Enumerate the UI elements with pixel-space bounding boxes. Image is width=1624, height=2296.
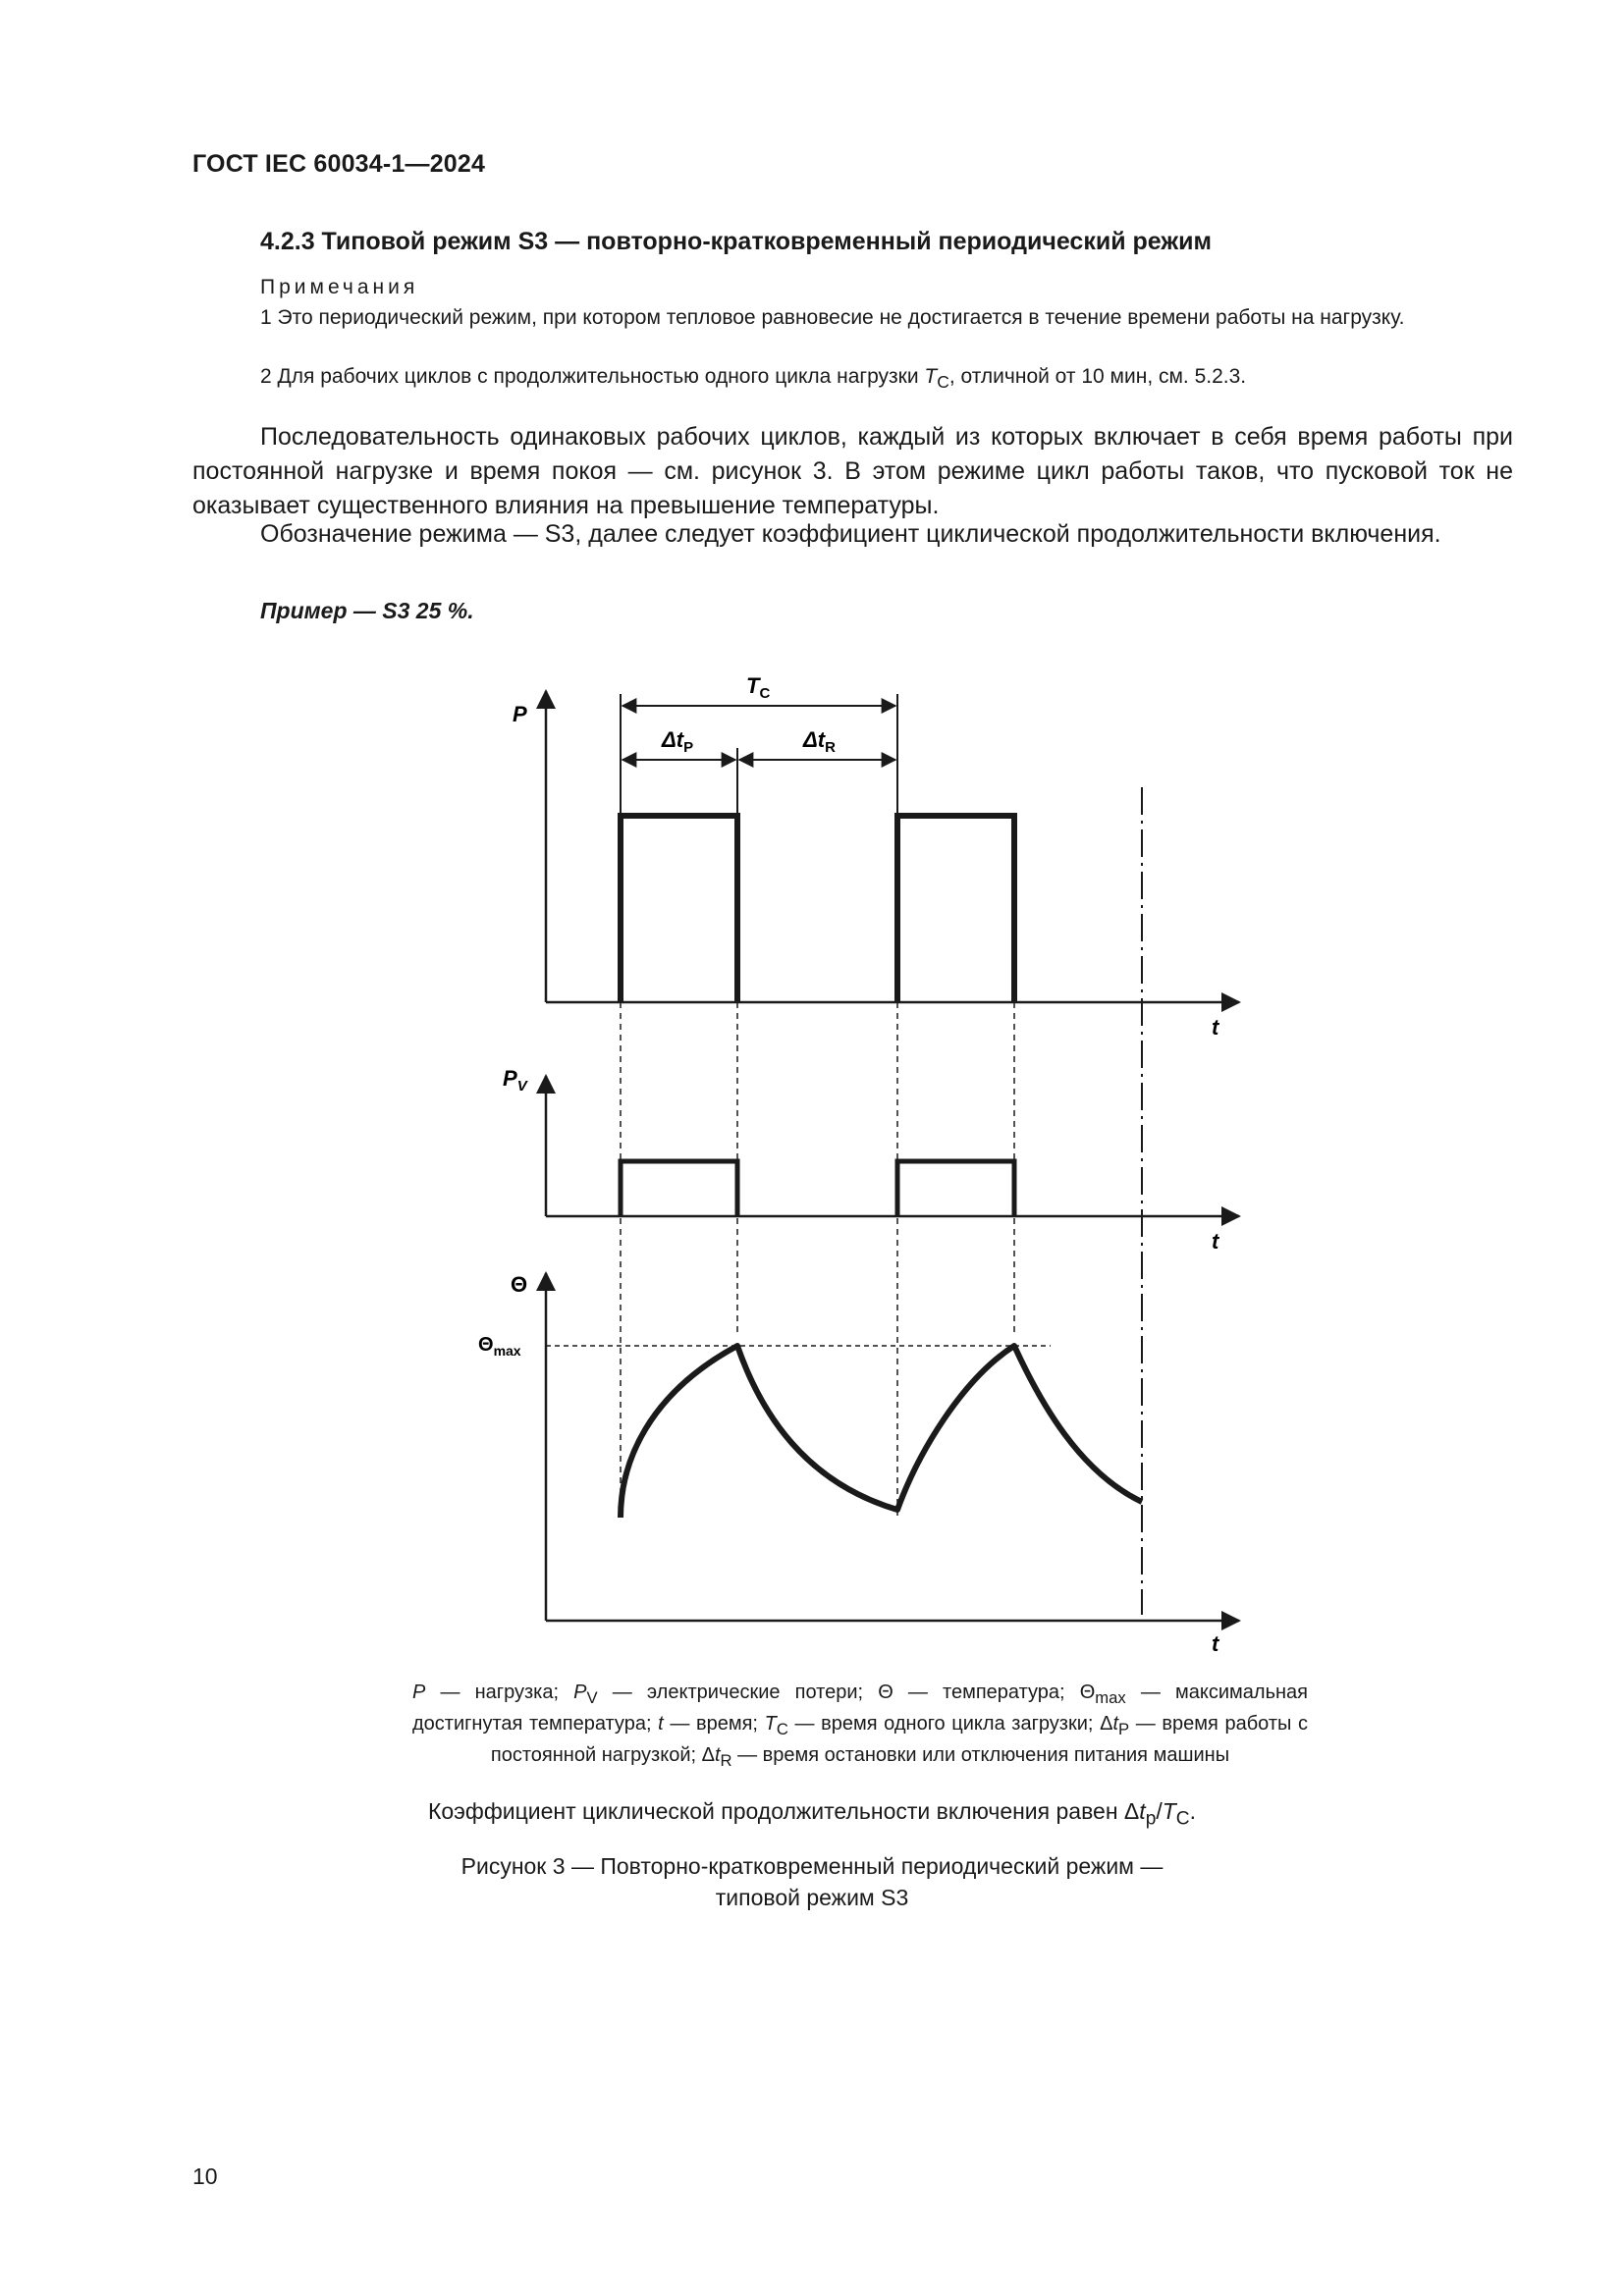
losses-pulse-2 [897, 1161, 1014, 1216]
dtr-label: $\Delta t_R$ [803, 727, 836, 756]
figure-legend: P — нагрузка; $P_V$ — электрические потери; Θ — температура; $\Theta_{max}$ — максимальная достигнутая температура; t — время; $T_C$ — время одного цикла загрузки; $\Delta t_P$ — время работы с постоянной нагрузкой; $\Delta t_R$ — время остановки или отключения питания машины [412, 1682, 1308, 1770]
p-axis-label: P [513, 702, 527, 726]
body-paragraph-1: Последовательность одинаковых рабочих циклов, каждый из которых включает в себя время работы при постоянной нагрузке и время покоя — см. рисунок 3. В этом режиме цикл работы таков, что пусковой ток не оказывает существенного влияния на превышение температуры. [192, 423, 1513, 519]
example-line: Пример — S3 25 %. [260, 598, 474, 623]
theta-axis-label: Θ [511, 1272, 528, 1297]
losses-graph [503, 1066, 1239, 1254]
theta-max-label: $\Theta_{max}$ [478, 1334, 521, 1359]
tc-label: $T_C$ [746, 673, 771, 702]
temperature-curve [621, 1346, 1142, 1518]
dimension-lines [621, 673, 897, 816]
body-paragraph-2: Обозначение режима — S3, далее следует коэффициент циклической продолжительности включения. [260, 520, 1441, 548]
notes-heading: Примечания [260, 276, 419, 298]
t-axis-label-1: t [1212, 1015, 1219, 1040]
section-title: 4.2.3 Типовой режим S3 — повторно-кратковременный периодический режим [260, 228, 1212, 255]
load-pulse-2 [897, 816, 1014, 1002]
load-pulse-1 [621, 816, 737, 1002]
losses-pulse-1 [621, 1161, 737, 1216]
page-number: 10 [192, 2163, 218, 2189]
t-axis-label-3: t [1212, 1631, 1219, 1656]
t-axis-label-2: t [1212, 1229, 1219, 1254]
note-2: 2 Для рабочих циклов с продолжительностью одного цикла нагрузки $T_C$, отличной от 10 мин, см. 5.2.3. [260, 365, 1247, 393]
note-1: 1 Это периодический режим, при котором тепловое равновесие не достигается в течение времени работы на нагрузку. [260, 306, 1405, 329]
figure-caption: Рисунок 3 — Повторно-кратковременный периодический режим — типовой режим S3 [460, 1853, 1164, 1910]
document-header: ГОСТ IEC 60034-1—2024 [192, 150, 486, 178]
duty-factor-statement: Коэффициент циклической продолжительности включения равен $\Delta t_p/T_C$. [427, 1798, 1197, 1830]
dtp-label: $\Delta t_P$ [662, 727, 694, 756]
temperature-graph [478, 1272, 1239, 1656]
pv-axis-label: $P_V$ [503, 1066, 527, 1095]
projection-lines [621, 1002, 1014, 1518]
